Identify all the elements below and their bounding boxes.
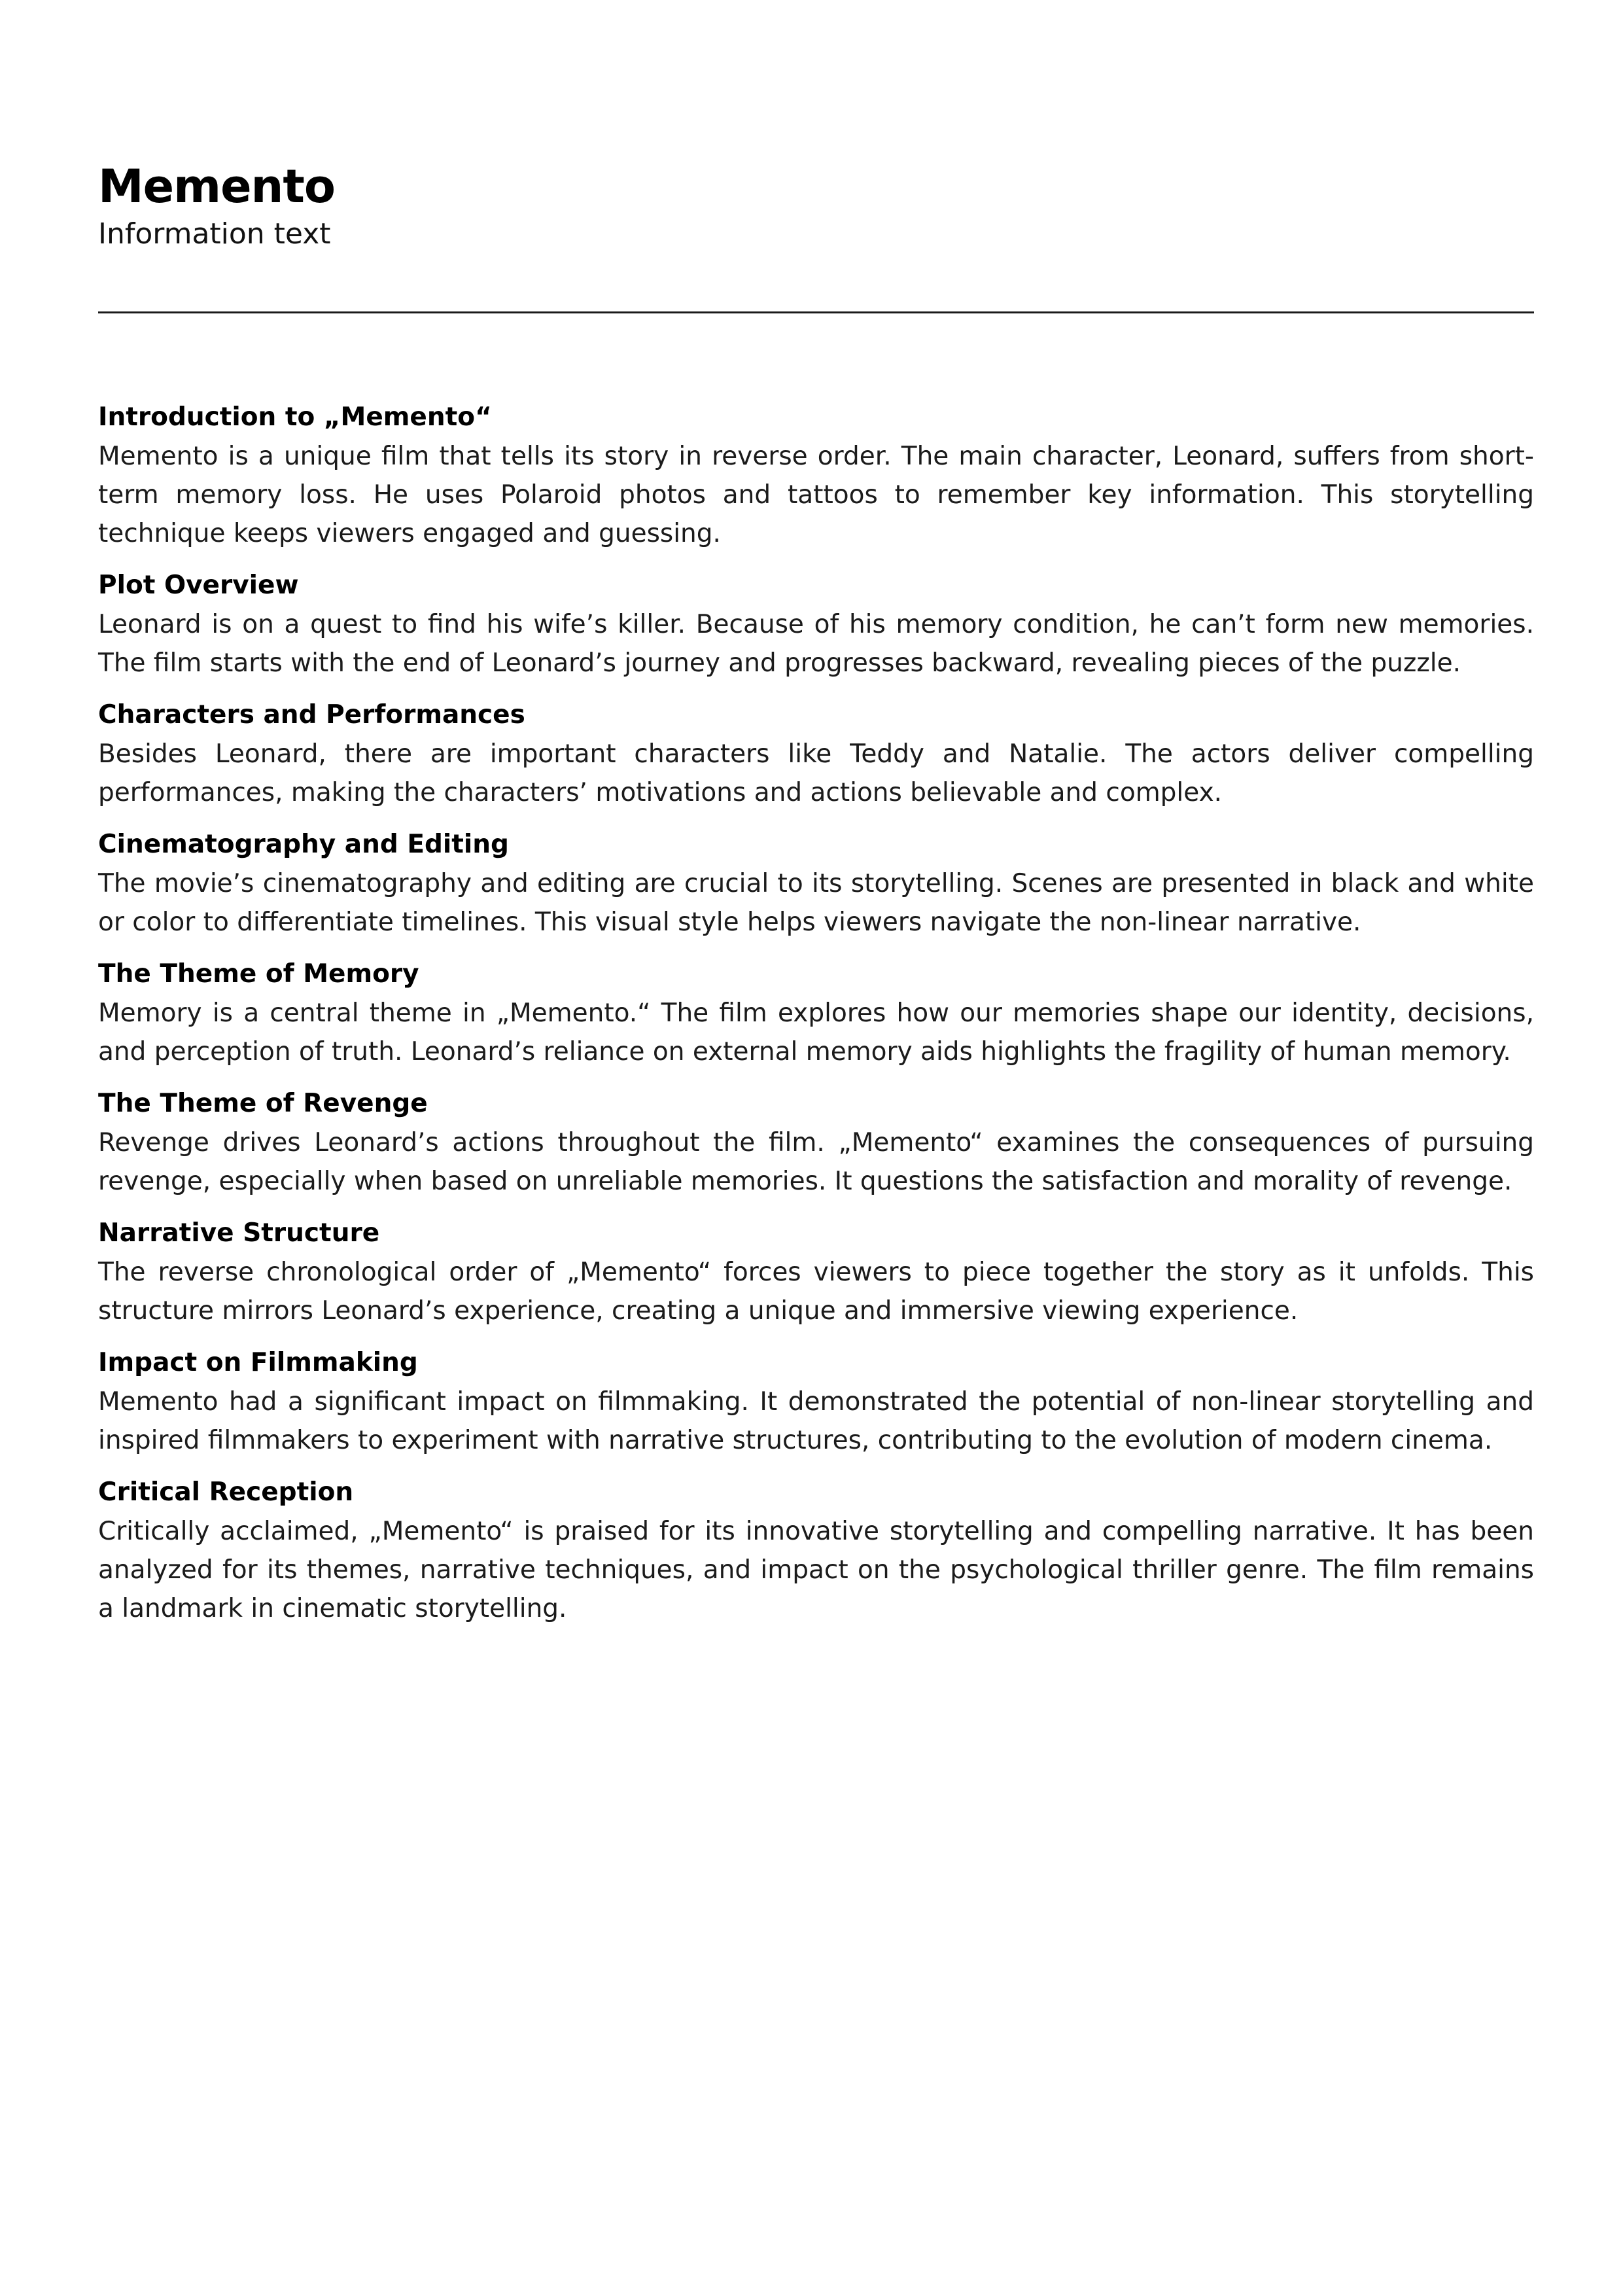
section-characters <box>98 696 1534 812</box>
document-subtitle: Information text <box>98 217 331 251</box>
section-body: Memento is a unique film that tells its story in reverse order. The main character, Leonard, suffers from short-term memory loss. He uses Polaroid photos and tattoos to remember key information. This storytelling technique keeps viewers engaged and guessing. <box>98 442 1534 548</box>
sections-container <box>98 398 1534 1641</box>
section-body: Revenge drives Leonard’s actions throughout the film. „Memento“ examines the consequences of pursuing revenge, especially when based on unreliable memories. It questions the satisfaction and morality of revenge. <box>98 1128 1534 1196</box>
document-page <box>98 157 1534 1623</box>
section-plot-overview <box>98 566 1534 682</box>
section-heading: Critical Reception <box>98 1477 354 1507</box>
section-theme-memory <box>98 955 1534 1071</box>
section-theme-revenge <box>98 1084 1534 1201</box>
section-introduction <box>98 398 1534 553</box>
section-heading: The Theme of Revenge <box>98 1089 428 1118</box>
section-body: The reverse chronological order of „Memento“ forces viewers to piece together the story as it unfolds. This structure mirrors Leonard’s experience, creating a unique and immersive viewing experience. <box>98 1258 1534 1326</box>
section-heading: The Theme of Memory <box>98 959 419 989</box>
section-body: Memento had a significant impact on filmmaking. It demonstrated the potential of non-linear storytelling and inspired filmmakers to experiment with narrative structures, contributing to the evolution of modern cinema. <box>98 1387 1534 1455</box>
section-heading: Impact on Filmmaking <box>98 1348 418 1377</box>
section-narrative-structure <box>98 1214 1534 1330</box>
section-heading: Narrative Structure <box>98 1218 380 1248</box>
section-heading: Plot Overview <box>98 571 299 600</box>
section-body: Leonard is on a quest to find his wife’s killer. Because of his memory condition, he can’t form new memories. The film starts with the end of Leonard’s journey and progresses backward, revealing pieces of the puzzle. <box>98 610 1534 678</box>
header-divider <box>98 311 1534 313</box>
section-cinematography <box>98 825 1534 942</box>
section-heading: Cinematography and Editing <box>98 830 509 859</box>
section-body: Memory is a central theme in „Memento.“ The film explores how our memories shape our identity, decisions, and perception of truth. Leonard’s reliance on external memory aids highlights the fragility of human memory. <box>98 998 1534 1067</box>
section-heading: Introduction to „Memento“ <box>98 402 492 432</box>
section-heading: Characters and Performances <box>98 700 525 730</box>
section-critical-reception <box>98 1473 1534 1628</box>
section-body: Besides Leonard, there are important characters like Teddy and Natalie. The actors deliver compelling performances, making the characters’ motivations and actions believable and complex. <box>98 739 1534 807</box>
section-impact-filmmaking <box>98 1343 1534 1460</box>
section-body: The movie’s cinematography and editing are crucial to its storytelling. Scenes are presented in black and white or color to differentiate timelines. This visual style helps viewers navigate the non-linear narrative. <box>98 869 1534 937</box>
document-title: Memento <box>98 160 335 213</box>
section-body: Critically acclaimed, „Memento“ is praised for its innovative storytelling and compelling narrative. It has been analyzed for its themes, narrative techniques, and impact on the psychological thriller genre. The film remains a landmark in cinematic storytelling. <box>98 1517 1534 1623</box>
